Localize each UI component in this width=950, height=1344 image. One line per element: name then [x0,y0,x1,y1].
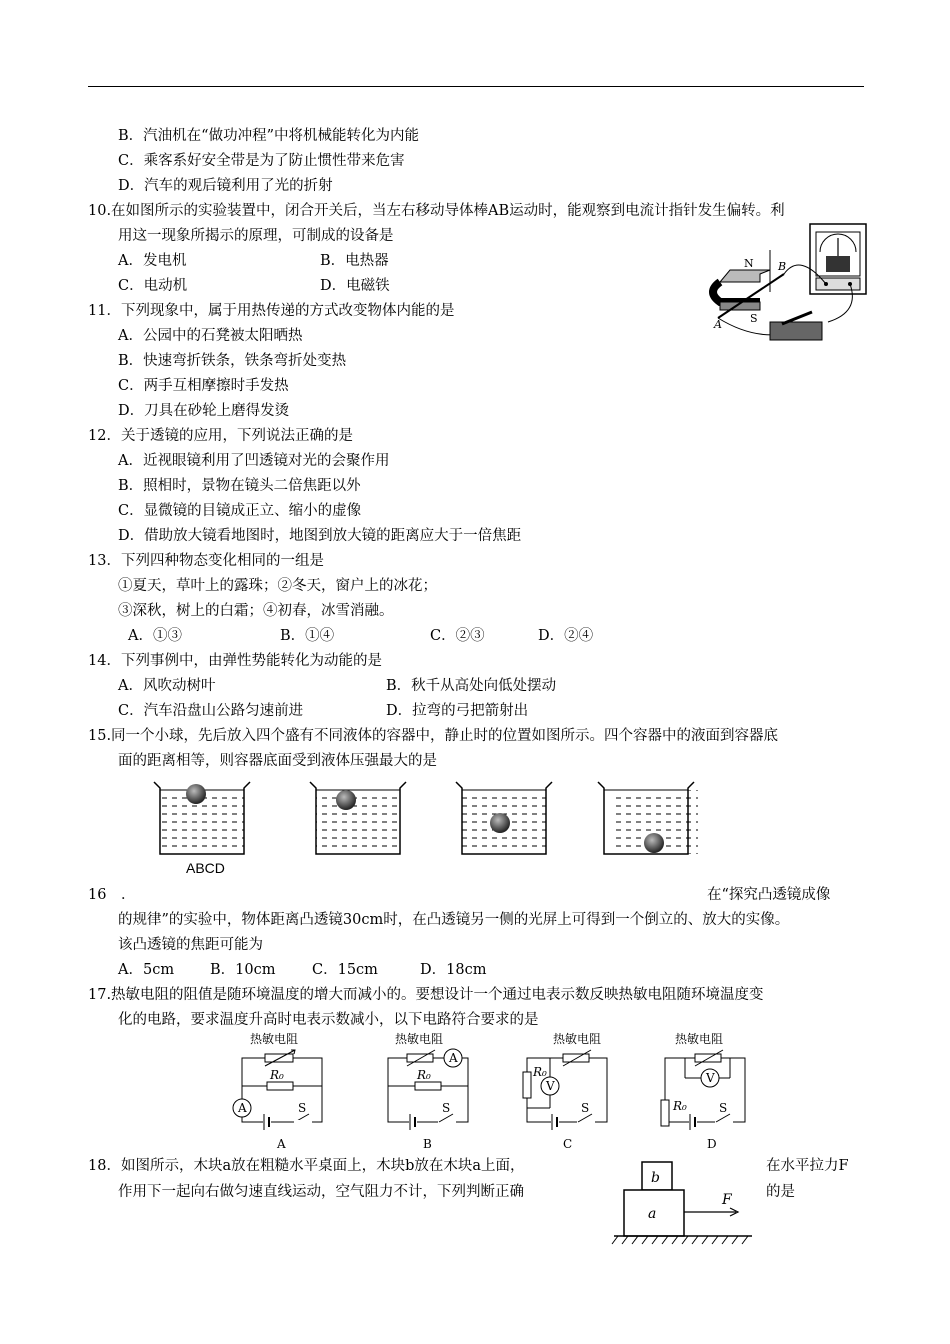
q13-option-b: B．①④ [280,628,335,644]
container-d [598,782,698,854]
q10-rod-b-label: B [778,260,787,273]
q10-option-c: C．电动机 [118,278,188,294]
q10-option-d: D．电磁铁 [320,278,390,294]
q18-stem-line1: 18．如图所示，木块a放在粗糙水平桌面上，木块b放在木块a上面， [88,1158,525,1174]
circuit-d-label: D [707,1137,717,1151]
q18-stem-line2: 作用下一起向右做匀速直线运动，空气阻力不计，下列判断正确 [118,1184,524,1200]
circuit-c-r0-label: R₀ [533,1065,547,1079]
circuit-c [523,1031,607,1151]
q11-option-a: A．公园中的石凳被太阳晒热 [118,328,303,344]
q13-line1: ①夏天，草叶上的露珠；②冬天，窗户上的冰花； [118,578,437,594]
circuit-d-r0-label: R₀ [673,1099,687,1113]
q11-option-b: B．快速弯折铁条，铁条弯折处变热 [118,353,347,369]
circuit-b-ammeter-label: A [449,1051,458,1065]
q17-stem-line1: 17.热敏电阻的阻值是随环境温度的增大而减小的。要想设计一个通过电表示数反映热敏电阻随环境温度变 [88,987,764,1003]
q13-line2: ③深秋，树上的白霜；④初春，冰雪消融。 [118,603,394,619]
circuit-a-ammeter-label: A [238,1101,247,1115]
q14-stem: 14．下列事例中，由弹性势能转化为动能的是 [88,653,382,669]
q18-force-f-label: F [722,1192,732,1208]
q11-option-d: D．刀具在砂轮上磨得发烫 [118,403,290,419]
q15-stem-line1: 15.同一个小球，先后放入四个盛有不同液体的容器中，静止时的位置如图所示。四个容器中的液面到容器底 [88,728,779,744]
circuit-a-r0-label: R₀ [270,1068,284,1082]
q17-circuits-figure [225,1028,755,1154]
q18-stem-line1-end: 在水平拉力F [766,1158,849,1174]
q14-option-a: A．风吹动树叶 [118,678,216,694]
q18-block-b-label: b [651,1170,660,1186]
q15-figure-label: ABCD [186,860,225,876]
q9-option-d: D．汽车的观后镜利用了光的折射 [118,178,333,194]
circuit-c-switch-label: S [581,1101,590,1115]
circuit-b-thermistor-label: 热敏电阻 [395,1032,444,1046]
q14-option-b: B．秋千从高处向低处摆动 [386,678,557,694]
circuit-b-label: B [423,1137,432,1151]
q12-stem: 12．关于透镜的应用，下列说法正确的是 [88,428,353,444]
q15-containers-figure [140,770,700,862]
q11-option-c: C．两手互相摩擦时手发热 [118,378,289,394]
circuit-c-label: C [563,1137,573,1151]
q10-magnet-n-label: N [744,257,754,270]
q10-option-a: A．发电机 [118,253,187,269]
q10-magnet-s-label: S [750,312,758,325]
q10-option-b: B．电热器 [320,253,389,269]
q11-stem: 11．下列现象中，属于用热传递的方式改变物体内能的是 [88,303,455,319]
q10-induction-apparatus-figure [700,222,880,346]
container-a [154,782,250,854]
circuit-d-voltmeter-label: V [706,1071,715,1085]
circuit-a-thermistor-label: 热敏电阻 [250,1032,299,1046]
q16-option-a: A．5cm [118,962,175,978]
q16-option-d: D．18cm [420,962,487,978]
q13-option-c: C．②③ [430,628,485,644]
q12-option-d: D．借助放大镜看地图时，地图到放大镜的距离应大于一倍焦距 [118,528,522,544]
q13-option-a: A．①③ [128,628,182,644]
q15-stem-line2: 面的距离相等，则容器底面受到液体压强最大的是 [118,753,437,769]
container-b [310,782,406,854]
q13-stem: 13．下列四种物态变化相同的一组是 [88,553,324,569]
q18-stem-line2-end: 的是 [766,1184,795,1200]
circuit-d-thermistor-label: 热敏电阻 [675,1032,724,1046]
q16-stem-line2: 的规律”的实验中，物体距离凸透镜30cm时，在凸透镜另一侧的光屏上可得到一个倒立的、放大的实像。 [118,912,790,928]
q9-option-c: C．乘客系好安全带是为了防止惯性带来危害 [118,153,405,169]
q14-option-c: C．汽车沿盘山公路匀速前进 [118,703,304,719]
q10-stem-line1: 10.在如图所示的实验装置中，闭合开关后，当左右移动导体棒AB运动时，能观察到电流计指针发生偏转。利 [88,203,785,219]
q9-option-b: B．汽油机在“做功冲程”中将机械能转化为内能 [118,128,419,144]
q13-option-d: D．②④ [538,628,594,644]
circuit-a-switch-label: S [298,1101,307,1115]
q10-rod-a-label: A [714,318,722,331]
q16-option-c: C．15cm [312,962,378,978]
q17-stem-line2: 化的电路，要求温度升高时电表示数减小，以下电路符合要求的是 [118,1012,539,1028]
circuit-a-label: A [277,1137,286,1151]
q12-option-c: C．显微镜的目镜成正立、缩小的虚像 [118,503,362,519]
circuit-d-switch-label: S [719,1101,728,1115]
q12-option-b: B．照相时，景物在镜头二倍焦距以外 [118,478,361,494]
circuit-b-switch-label: S [442,1101,451,1115]
circuit-b-r0-label: R₀ [417,1068,431,1082]
container-c [456,782,552,854]
circuit-b [388,1031,468,1151]
circuit-a [233,1031,322,1151]
circuit-c-voltmeter-label: V [546,1079,555,1093]
q16-option-b: B．10cm [210,962,276,978]
q10-stem-line2: 用这一现象所揭示的原理，可制成的设备是 [118,228,394,244]
q16-stem-line1: 在“探究凸透镜成像 [707,887,831,903]
q16-stem-line3: 该凸透镜的焦距可能为 [118,937,263,953]
q14-option-d: D．拉弯的弓把箭射出 [386,703,529,719]
header-rule [88,86,864,87]
q18-block-a-label: a [648,1206,657,1222]
circuit-d [661,1031,745,1151]
q18-blocks-figure [610,1160,760,1250]
circuit-c-thermistor-label: 热敏电阻 [553,1032,602,1046]
q16-number: 16 ． [88,887,136,903]
q12-option-a: A．近视眼镜利用了凹透镜对光的会聚作用 [118,453,390,469]
